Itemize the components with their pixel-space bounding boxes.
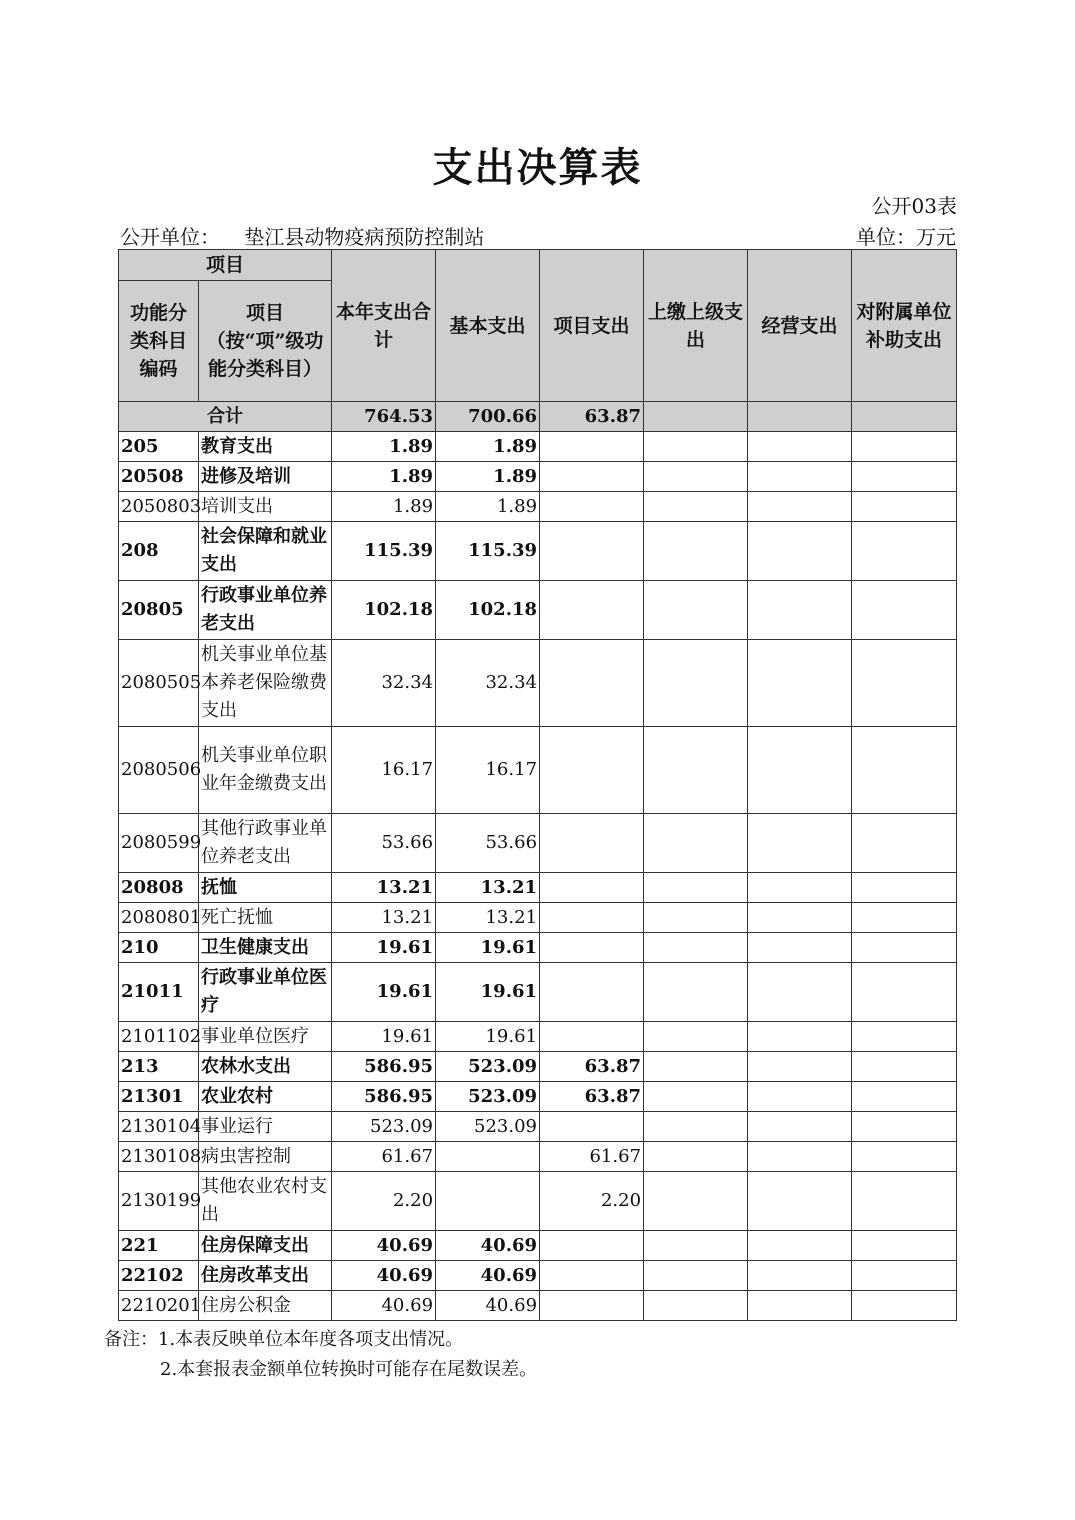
- row-business: [748, 1112, 852, 1142]
- row-subsidy: [852, 1142, 957, 1172]
- row-basic: 1.89: [436, 432, 540, 462]
- table-row: [119, 963, 957, 1022]
- table-row: [119, 1142, 957, 1172]
- row-basic: 40.69: [436, 1231, 540, 1261]
- table-row: [119, 432, 957, 462]
- row-code: 2130108: [119, 1142, 199, 1172]
- row-code: 21011: [119, 963, 199, 1022]
- row-code: 20508: [119, 462, 199, 492]
- row-name: 行政事业单位养老支出: [199, 581, 332, 640]
- row-name: 住房保障支出: [199, 1231, 332, 1261]
- row-project: [540, 933, 644, 963]
- row-business: [748, 814, 852, 873]
- row-project: [540, 1112, 644, 1142]
- row-business: [748, 1291, 852, 1321]
- row-total: 586.95: [332, 1082, 436, 1112]
- row-business: [748, 1142, 852, 1172]
- row-upper: [644, 432, 748, 462]
- row-name: 进修及培训: [199, 462, 332, 492]
- row-name: 机关事业单位基本养老保险缴费支出: [199, 640, 332, 727]
- row-project: [540, 873, 644, 903]
- row-upper: [644, 873, 748, 903]
- row-subsidy: [852, 814, 957, 873]
- row-business: [748, 1022, 852, 1052]
- row-business: [748, 522, 852, 581]
- row-business: [748, 1172, 852, 1231]
- row-code: 2080506: [119, 727, 199, 814]
- row-business: [748, 727, 852, 814]
- row-code: 2080801: [119, 903, 199, 933]
- row-name: 住房公积金: [199, 1291, 332, 1321]
- row-basic: 523.09: [436, 1112, 540, 1142]
- row-name: 培训支出: [199, 492, 332, 522]
- total-label: 合计: [119, 402, 332, 432]
- row-project: [540, 432, 644, 462]
- row-basic: 1.89: [436, 462, 540, 492]
- row-total: 40.69: [332, 1261, 436, 1291]
- row-project: [540, 581, 644, 640]
- row-business: [748, 432, 852, 462]
- row-project: [540, 640, 644, 727]
- row-project: [540, 1291, 644, 1321]
- header-subsidy: 对附属单位补助支出: [852, 250, 957, 402]
- row-name: 农林水支出: [199, 1052, 332, 1082]
- row-basic: 19.61: [436, 933, 540, 963]
- header-business: 经营支出: [748, 250, 852, 402]
- row-basic: 53.66: [436, 814, 540, 873]
- row-subsidy: [852, 1172, 957, 1231]
- row-subsidy: [852, 1291, 957, 1321]
- row-business: [748, 873, 852, 903]
- row-project: [540, 903, 644, 933]
- header-upper: 上缴上级支出: [644, 250, 748, 402]
- row-name: 抚恤: [199, 873, 332, 903]
- row-business: [748, 492, 852, 522]
- row-name: 病虫害控制: [199, 1142, 332, 1172]
- row-upper: [644, 1231, 748, 1261]
- row-subsidy: [852, 963, 957, 1022]
- row-name: 其他行政事业单位养老支出: [199, 814, 332, 873]
- row-basic: 13.21: [436, 873, 540, 903]
- row-upper: [644, 903, 748, 933]
- total-business: [748, 402, 852, 432]
- row-total: 1.89: [332, 462, 436, 492]
- table-row: [119, 933, 957, 963]
- unit-line: [120, 221, 956, 250]
- table-row: [119, 873, 957, 903]
- row-project: [540, 963, 644, 1022]
- row-total: 61.67: [332, 1142, 436, 1172]
- table-row: [119, 1052, 957, 1082]
- row-name: 其他农业农村支出: [199, 1172, 332, 1231]
- row-subsidy: [852, 492, 957, 522]
- row-total: 13.21: [332, 873, 436, 903]
- row-subsidy: [852, 903, 957, 933]
- row-project: [540, 462, 644, 492]
- row-basic: 40.69: [436, 1291, 540, 1321]
- table-row: [119, 1172, 957, 1231]
- header-total: 本年支出合计: [332, 250, 436, 402]
- table-row: [119, 1261, 957, 1291]
- row-subsidy: [852, 462, 957, 492]
- row-total: 115.39: [332, 522, 436, 581]
- row-subsidy: [852, 1022, 957, 1052]
- row-basic: 115.39: [436, 522, 540, 581]
- note-2: 2.本套报表金额单位转换时可能存在尾数误差。: [160, 1359, 538, 1380]
- row-business: [748, 462, 852, 492]
- row-total: 1.89: [332, 432, 436, 462]
- row-project: 61.67: [540, 1142, 644, 1172]
- row-business: [748, 1231, 852, 1261]
- row-code: 2101102: [119, 1022, 199, 1052]
- row-code: 2050803: [119, 492, 199, 522]
- row-project: 2.20: [540, 1172, 644, 1231]
- row-upper: [644, 1052, 748, 1082]
- currency-unit: 单位：万元: [856, 225, 956, 249]
- table-row: [119, 1231, 957, 1261]
- row-code: 20808: [119, 873, 199, 903]
- table-row: [119, 814, 957, 873]
- row-code: 21301: [119, 1082, 199, 1112]
- unit-label: 公开单位：: [120, 225, 220, 249]
- row-project: 63.87: [540, 1052, 644, 1082]
- row-project: [540, 1022, 644, 1052]
- row-name: 卫生健康支出: [199, 933, 332, 963]
- row-project: [540, 814, 644, 873]
- row-upper: [644, 1142, 748, 1172]
- table-row: [119, 581, 957, 640]
- row-basic: 16.17: [436, 727, 540, 814]
- row-subsidy: [852, 432, 957, 462]
- header-code: 功能分类科目编码: [119, 281, 199, 402]
- row-name: 机关事业单位职业年金缴费支出: [199, 727, 332, 814]
- table-row: [119, 1082, 957, 1112]
- row-upper: [644, 492, 748, 522]
- row-business: [748, 933, 852, 963]
- row-project: [540, 522, 644, 581]
- row-subsidy: [852, 522, 957, 581]
- row-project: [540, 727, 644, 814]
- row-name: 行政事业单位医疗: [199, 963, 332, 1022]
- row-code: 22102: [119, 1261, 199, 1291]
- row-upper: [644, 522, 748, 581]
- note-1: 备注：1.本表反映单位本年度各项支出情况。: [104, 1329, 464, 1350]
- row-name: 住房改革支出: [199, 1261, 332, 1291]
- row-total: 19.61: [332, 1022, 436, 1052]
- row-basic: 102.18: [436, 581, 540, 640]
- row-subsidy: [852, 727, 957, 814]
- row-total: 40.69: [332, 1231, 436, 1261]
- row-subsidy: [852, 873, 957, 903]
- row-code: 2210201: [119, 1291, 199, 1321]
- row-basic: 19.61: [436, 1022, 540, 1052]
- row-upper: [644, 581, 748, 640]
- row-basic: 32.34: [436, 640, 540, 727]
- row-upper: [644, 727, 748, 814]
- row-subsidy: [852, 1261, 957, 1291]
- row-upper: [644, 963, 748, 1022]
- row-upper: [644, 814, 748, 873]
- row-business: [748, 1052, 852, 1082]
- notes: [104, 1325, 537, 1385]
- row-code: 221: [119, 1231, 199, 1261]
- row-basic: 523.09: [436, 1082, 540, 1112]
- row-basic: 19.61: [436, 963, 540, 1022]
- row-upper: [644, 1082, 748, 1112]
- row-code: 210: [119, 933, 199, 963]
- page-title: 支出决算表: [432, 144, 643, 191]
- form-number: 公开03表: [871, 194, 957, 218]
- row-upper: [644, 640, 748, 727]
- row-total: 19.61: [332, 963, 436, 1022]
- row-subsidy: [852, 1082, 957, 1112]
- row-project: [540, 1261, 644, 1291]
- row-total: 32.34: [332, 640, 436, 727]
- row-basic: 13.21: [436, 903, 540, 933]
- row-upper: [644, 1291, 748, 1321]
- row-subsidy: [852, 1112, 957, 1142]
- row-code: 2080599: [119, 814, 199, 873]
- table-row: [119, 522, 957, 581]
- total-basic: 700.66: [436, 402, 540, 432]
- row-total: 53.66: [332, 814, 436, 873]
- row-total: 523.09: [332, 1112, 436, 1142]
- row-name: 死亡抚恤: [199, 903, 332, 933]
- table-row: [119, 727, 957, 814]
- table-row: [119, 903, 957, 933]
- row-code: 205: [119, 432, 199, 462]
- row-code: 2080505: [119, 640, 199, 727]
- row-name: 社会保障和就业支出: [199, 522, 332, 581]
- row-code: 20805: [119, 581, 199, 640]
- row-total: 2.20: [332, 1172, 436, 1231]
- header-basic: 基本支出: [436, 250, 540, 402]
- row-subsidy: [852, 1231, 957, 1261]
- row-upper: [644, 1261, 748, 1291]
- row-basic: [436, 1172, 540, 1231]
- row-subsidy: [852, 1052, 957, 1082]
- table-row: [119, 1112, 957, 1142]
- table-row: [119, 462, 957, 492]
- table-row: [119, 492, 957, 522]
- row-business: [748, 640, 852, 727]
- row-name: 事业单位医疗: [199, 1022, 332, 1052]
- table-row: [119, 640, 957, 727]
- row-code: 2130199: [119, 1172, 199, 1231]
- row-upper: [644, 462, 748, 492]
- row-business: [748, 903, 852, 933]
- row-basic: 523.09: [436, 1052, 540, 1082]
- expenditure-table: [118, 249, 957, 1321]
- row-name: 事业运行: [199, 1112, 332, 1142]
- row-name: 教育支出: [199, 432, 332, 462]
- row-upper: [644, 1022, 748, 1052]
- row-basic: 1.89: [436, 492, 540, 522]
- row-total: 13.21: [332, 903, 436, 933]
- header-project: 项目: [119, 250, 332, 281]
- row-total: 19.61: [332, 933, 436, 963]
- row-project: [540, 492, 644, 522]
- table-row: [119, 1291, 957, 1321]
- row-code: 213: [119, 1052, 199, 1082]
- row-total: 586.95: [332, 1052, 436, 1082]
- row-code: 208: [119, 522, 199, 581]
- row-basic: [436, 1142, 540, 1172]
- row-code: 2130104: [119, 1112, 199, 1142]
- row-business: [748, 1082, 852, 1112]
- header-name: 项目（按“项”级功能分类科目）: [199, 281, 332, 402]
- row-subsidy: [852, 581, 957, 640]
- table-row: [119, 1022, 957, 1052]
- row-subsidy: [852, 933, 957, 963]
- total-total: 764.53: [332, 402, 436, 432]
- total-subsidy: [852, 402, 957, 432]
- row-total: 1.89: [332, 492, 436, 522]
- total-row: [119, 402, 957, 432]
- row-project: 63.87: [540, 1082, 644, 1112]
- row-business: [748, 963, 852, 1022]
- row-total: 16.17: [332, 727, 436, 814]
- row-business: [748, 1261, 852, 1291]
- row-basic: 40.69: [436, 1261, 540, 1291]
- row-business: [748, 581, 852, 640]
- row-upper: [644, 933, 748, 963]
- total-upper: [644, 402, 748, 432]
- row-name: 农业农村: [199, 1082, 332, 1112]
- header-project-exp: 项目支出: [540, 250, 644, 402]
- row-total: 40.69: [332, 1291, 436, 1321]
- total-project: 63.87: [540, 402, 644, 432]
- row-upper: [644, 1172, 748, 1231]
- row-subsidy: [852, 640, 957, 727]
- row-total: 102.18: [332, 581, 436, 640]
- unit-name: 垫江县动物疫病预防控制站: [244, 225, 485, 249]
- row-project: [540, 1231, 644, 1261]
- row-upper: [644, 1112, 748, 1142]
